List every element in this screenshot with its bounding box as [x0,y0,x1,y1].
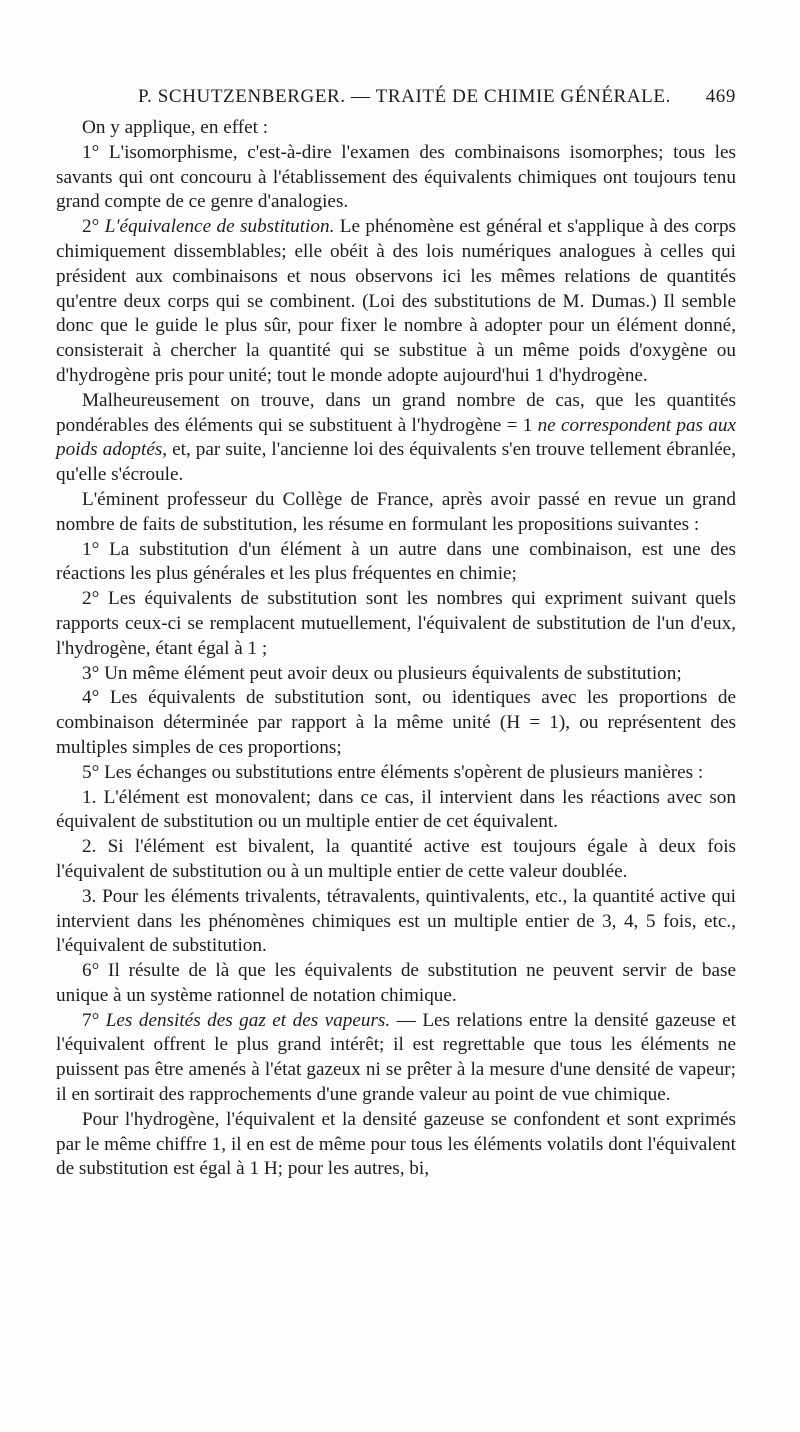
paragraph [56,662,736,687]
italic-run: L'équivalence de substitution. [104,216,335,238]
running-title: P. SCHUTZENBERGER. — TRAITÉ DE CHIMIE GÉNÉRALE. [138,86,671,107]
text-run: 7° [82,1009,106,1031]
text-run: 5° Les échanges ou substitutions entre éléments s'opèrent de plusieurs manières : [82,761,704,783]
text-run: Le phénomène est général et s'applique à des corps chimiquement dissemblables; elle obéit à des lois numériques analogues à celles qui président aux combinaisons et nous observons ici les mêmes relations de quantités qu'entre deux corps qui se combinent. (Loi des substitutions de M. Dumas.) Il semble donc que le guide le plus sûr, pour fixer le nombre à adopter pour un élément donné, consisterait à chercher la quantité qui se substitue à un même poids d'oxygène ou d'hydrogène pris pour unité; tout le monde adopte aujourd'hui 1 d'hydrogène. [56,216,736,386]
text-run: On y applique, en effet : [82,117,269,138]
text-run: — Les relations entre la densité gazeuse et l'équivalent offrent le plus grand intérêt; il est regrettable que tous les éléments ne puissent pas être amenés à l'état gazeux ni se prêter à la mesure d'une densité de vapeur; il en sortirait des rapprochements d'une grande valeur au point de vue chimique. [56,1009,736,1106]
text-run: et, par suite, l'ancienne loi des équivalents s'en trouve tellement ébranlée, qu'elle s'écroule. [56,439,736,486]
paragraph [56,488,736,538]
paragraph [56,215,736,389]
text-run: 3° Un même élément peut avoir deux ou plusieurs équivalents de substitution; [82,662,682,684]
text-run: 1° La substitution d'un élément à un autre dans une combinaison, est une des réactions les plus générales et les plus fréquentes en chimie; [56,538,736,585]
paragraph [56,686,736,760]
paragraph [56,587,736,661]
paragraph [56,141,736,215]
italic-run: Les densités des gaz et des vapeurs. [105,1009,391,1031]
paragraph [56,959,736,1009]
paragraph [56,835,736,885]
paragraph [56,538,736,588]
text-run: 2. Si l'élément est bivalent, la quantité active est toujours égale à deux fois l'équivalent de substitution ou à un multiple entier de cette valeur doublée. [56,836,736,882]
paragraph [56,761,736,786]
text-run: Pour l'hydrogène, l'équivalent et la densité gazeuse se confondent et sont exprimés par le même chiffre 1, il en est de même pour tous les éléments volatils dont l'équivalent de substitution est égal à 1 H; pour les autres, bi, [56,1108,736,1180]
paragraph [56,389,736,488]
text-run: 2° Les équivalents de substitution sont les nombres qui expriment suivant quels rapports ceux-ci se remplacent mutuellement, l'équivalent de substitution de l'un d'eux, l'hydrogène, étant égal à 1 ; [56,588,736,659]
paragraph [56,786,736,836]
text-run: L'éminent professeur du Collège de France, après avoir passé en revue un grand nombre de faits de substitution, les résume en formulant les propositions suivantes : [56,488,736,535]
text-run: 3. Pour les éléments trivalents, tétravalents, quintivalents, etc., la quantité active qui intervient dans les phénomènes chimiques est un multiple entier de 3, 4, 5 fois, etc., l'équivalent de substitution. [56,885,736,957]
text-run: 1. L'élément est monovalent; dans ce cas, il intervient dans les réactions avec son équivalent de substitution ou un multiple entier de cet équivalent. [56,786,736,833]
body-text [56,116,736,1182]
paragraph [56,885,736,959]
text-run: 2° [82,216,105,238]
italic-run: ne correspondent pas aux poids adoptés, [56,414,736,461]
page-number: 469 [705,86,736,107]
paragraph [56,1108,736,1182]
text-run: 4° Les équivalents de substitution sont, ou identiques avec les proportions de combinaison déterminée par rapport à la même unité (H = 1), ou représentent des multiples simples de ces proportions; [56,687,736,758]
text-run: Malheureusement on trouve, dans un grand nombre de cas, que les quantités pondérables des éléments qui se substituent à l'hydrogène = 1 [56,389,736,436]
text-run: 1° L'isomorphisme, c'est-à-dire l'examen des combinaisons isomorphes; tous les savants qui ont concouru à l'établissement des équivalents chimiques ont toujours tenu grand compte de ce genre d'analogies. [56,141,736,213]
text-run: 6° Il résulte de là que les équivalents de substitution ne peuvent servir de base unique à un système rationnel de notation chimique. [56,960,736,1006]
running-header [56,86,736,116]
paragraph [56,1009,736,1108]
paragraph [56,116,736,141]
